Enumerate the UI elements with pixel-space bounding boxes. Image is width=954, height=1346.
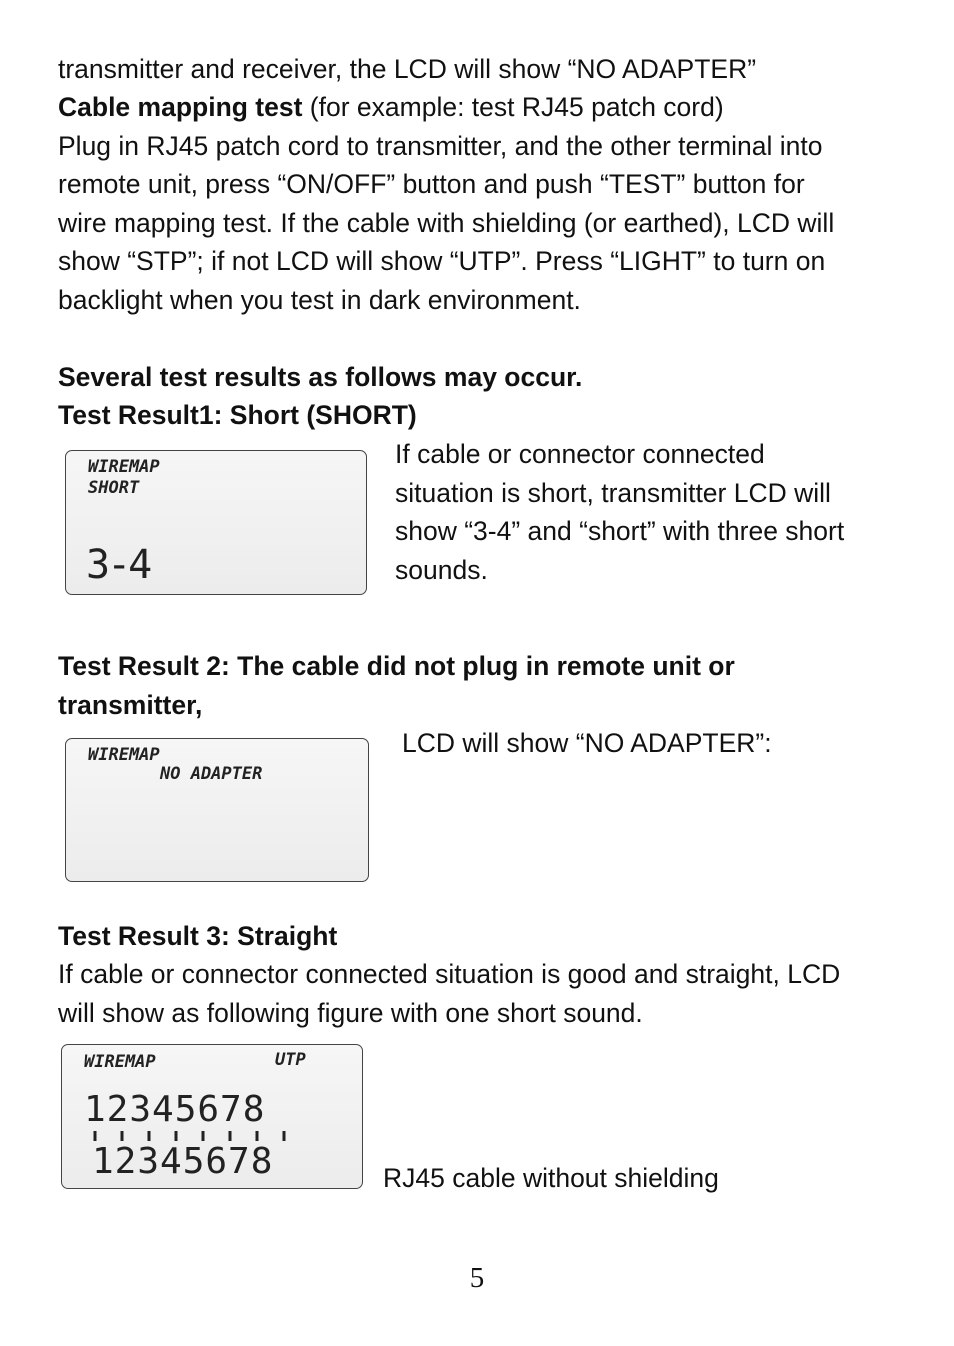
body-line: Plug in RJ45 patch cord to transmitter, and the other terminal into xyxy=(58,131,823,161)
result2-title: Test Result 2: The cable did not plug in remote unit or xyxy=(58,651,735,681)
lcd-wiremap-label: WIREMAP xyxy=(88,745,160,765)
body-line: backlight when you test in dark environment. xyxy=(58,285,581,315)
lcd-display-short xyxy=(65,450,367,595)
lcd-bottom-pin-digits: 12345678 xyxy=(92,1141,274,1182)
result3-title: Test Result 3: Straight xyxy=(58,921,338,951)
cable-mapping-title: Cable mapping test xyxy=(58,92,303,122)
cable-mapping-subtitle: (for example: test RJ45 patch cord) xyxy=(302,92,724,122)
result3-body-line: If cable or connector connected situation is good and straight, LCD xyxy=(58,959,841,989)
lcd-wiremap-label: WIREMAP xyxy=(88,457,160,477)
body-line: show “STP”; if not LCD will show “UTP”. Press “LIGHT” to turn on xyxy=(58,246,826,276)
result2-description: LCD will show “NO ADAPTER”: xyxy=(402,728,772,758)
lcd-pair-digits: 3-4 xyxy=(86,542,150,588)
cable-mapping-heading xyxy=(58,88,724,127)
result1-text-line: situation is short, transmitter LCD will xyxy=(395,477,831,508)
result1-text-line: show “3-4” and “short” with three short xyxy=(395,516,845,547)
result1-title: Test Result1: Short (SHORT) xyxy=(58,400,417,430)
body-line: wire mapping test. If the cable with shielding (or earthed), LCD will xyxy=(58,208,835,238)
result2-title-cont: transmitter, xyxy=(58,690,203,720)
lcd-utp-label: UTP xyxy=(275,1050,306,1070)
result3-body-line: will show as following figure with one short sound. xyxy=(58,998,643,1028)
lcd-wiremap-label: WIREMAP xyxy=(84,1052,156,1072)
lcd-top-pin-digits: 12345678 xyxy=(84,1089,266,1130)
result1-description xyxy=(395,435,844,590)
result1-text-line: sounds. xyxy=(395,555,488,586)
result1-text-line: If cable or connector connected xyxy=(395,439,765,469)
results-heading: Several test results as follows may occur. xyxy=(58,362,583,392)
result3-caption: RJ45 cable without shielding xyxy=(383,1163,719,1193)
lcd-display-no-adapter xyxy=(65,738,369,882)
lcd-short-label: SHORT xyxy=(88,478,140,498)
body-line: remote unit, press “ON/OFF” button and push “TEST” button for xyxy=(58,169,805,199)
lcd-display-straight xyxy=(61,1044,363,1189)
page-number: 5 xyxy=(469,1262,485,1294)
lcd-no-adapter-label: NO ADAPTER xyxy=(160,764,263,784)
intro-line: transmitter and receiver, the LCD will show “NO ADAPTER” xyxy=(58,54,757,84)
